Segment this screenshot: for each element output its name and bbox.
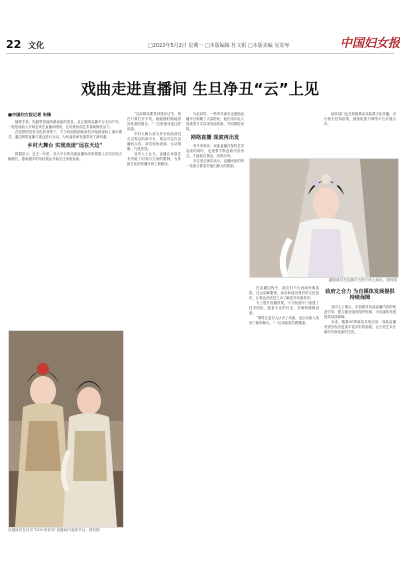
byline: ■中国妇女报记者 朱锋 (8, 112, 52, 117)
paragraph: 业内人士认为，直播让戏曲艺术突破了时间与空间的限制，为传统文化的传播开辟了新路径。 (127, 152, 181, 166)
paragraph: 数据显示，过去一年里，各大平台的戏曲直播场次和观看人次均实现大幅增长，越来越多的年轻观众开始关注传统戏曲。 (8, 152, 122, 162)
subheading: 网络直播 深度再出发 (190, 135, 240, 141)
opera-performers-illustration (9, 331, 123, 527)
article-column-2 (127, 112, 181, 564)
paragraph: “以前唱戏要等到逢年过节，现在只要打开手机，就能随时随地看到喜欢的剧目。”一位资深戏迷这样说道。 (127, 112, 181, 131)
paragraph: 与此同时，一些青年演员也借助直播平台积累了大量粉丝，他们用年轻人喜欢的方式讲述戏曲故事，介绍唱腔身段。 (186, 112, 244, 131)
article-column-4 (249, 286, 319, 564)
page-number: 22 (6, 38, 22, 51)
paragraph: 有专家指出，戏曲直播在保持艺术品质的同时，也需要不断创新内容形式，才能留住观众、培育市场。 (186, 144, 244, 159)
opera-performers-photo (8, 330, 124, 528)
paragraph: 在疫情防控常态化的背景下，不少戏曲院团和演员开始探索线上演出模式，通过网络直播与观众进行互动，为戏曲传承发展带来了新机遇。 (8, 130, 122, 139)
header-rule (6, 53, 394, 54)
section-label: 文化 (28, 41, 44, 50)
paragraph: 为了提升直播效果，不少院团专门组建了技术团队，配备专业的灯光、音响和摄像设备。 (249, 301, 319, 315)
paragraph: 未来，随着5G等新技术的应用，戏曲直播有望呈现出更加丰富多彩的面貌，让古老艺术在新时代焕发新的生机。 (324, 319, 396, 334)
article-column-3 (186, 112, 244, 564)
article-column-5 (324, 112, 396, 152)
article-column-5b (324, 286, 396, 564)
paragraph: 乡村大舞台成为许多戏曲演员走近观众的新平台，观众可以在直播间点戏，演员现场表演，互动频繁、气氛热烈。 (127, 132, 181, 151)
paragraph: “网络让更多人认识了戏曲，也让戏曲人找到了新的舞台。”一位戏曲演员感慨道。 (249, 316, 319, 325)
subheading: 政府之合力 为自媒体发展提供持续保障 (325, 289, 395, 302)
paragraph: 在直播过程中，演员们不仅表演经典选段，还会讲解服饰、妆容和道具背后的文化知识，让观众在欣赏之余了解更多戏曲常识。 (249, 286, 319, 300)
photo1-caption: 京剧演员在抖音“DOU有好戏”直播间内表演节目。资料图 (8, 528, 100, 532)
subheading: 乡村大舞台 实现戏迷“远在天边” (27, 143, 103, 149)
paragraph: 多位受访演员表示，直播间里的每一条留言都是对他们最大的鼓励。 (186, 159, 244, 169)
paragraph: 政府部门也在积极推动戏曲数字化传播，出台相关扶持政策，鼓励院团与网络平台开展合作。 (324, 112, 396, 126)
masthead-logo: 中国妇女报 (340, 36, 400, 50)
article-column-1 (8, 112, 122, 326)
paragraph: 业内人士建议，应加强对戏曲直播内容的规范引导，建立健全版权保护机制，为自媒体发展提供持续保障。 (324, 304, 396, 319)
yue-opera-performer-photo (249, 158, 399, 278)
dateline: □2022年5月2日 星期一 □本版编辑 杜文娟 □本版美编 吴炎岑 (148, 43, 290, 49)
photo2-caption: 越剧演员在直播平台进行线上演出。资料图 (328, 278, 397, 282)
yue-opera-performer-illustration (250, 159, 398, 277)
paragraph: 随着手机、电脑等智能终端设备的普及，从互联网直播平台走向户外，一批批戏曲人开始尝试在直播间唱戏，让传统戏曲艺术重新焕发活力。 (8, 120, 122, 129)
article-headline: 戏曲走进直播间 生旦净丑“云”上见 (80, 80, 320, 98)
page-header (0, 0, 400, 62)
